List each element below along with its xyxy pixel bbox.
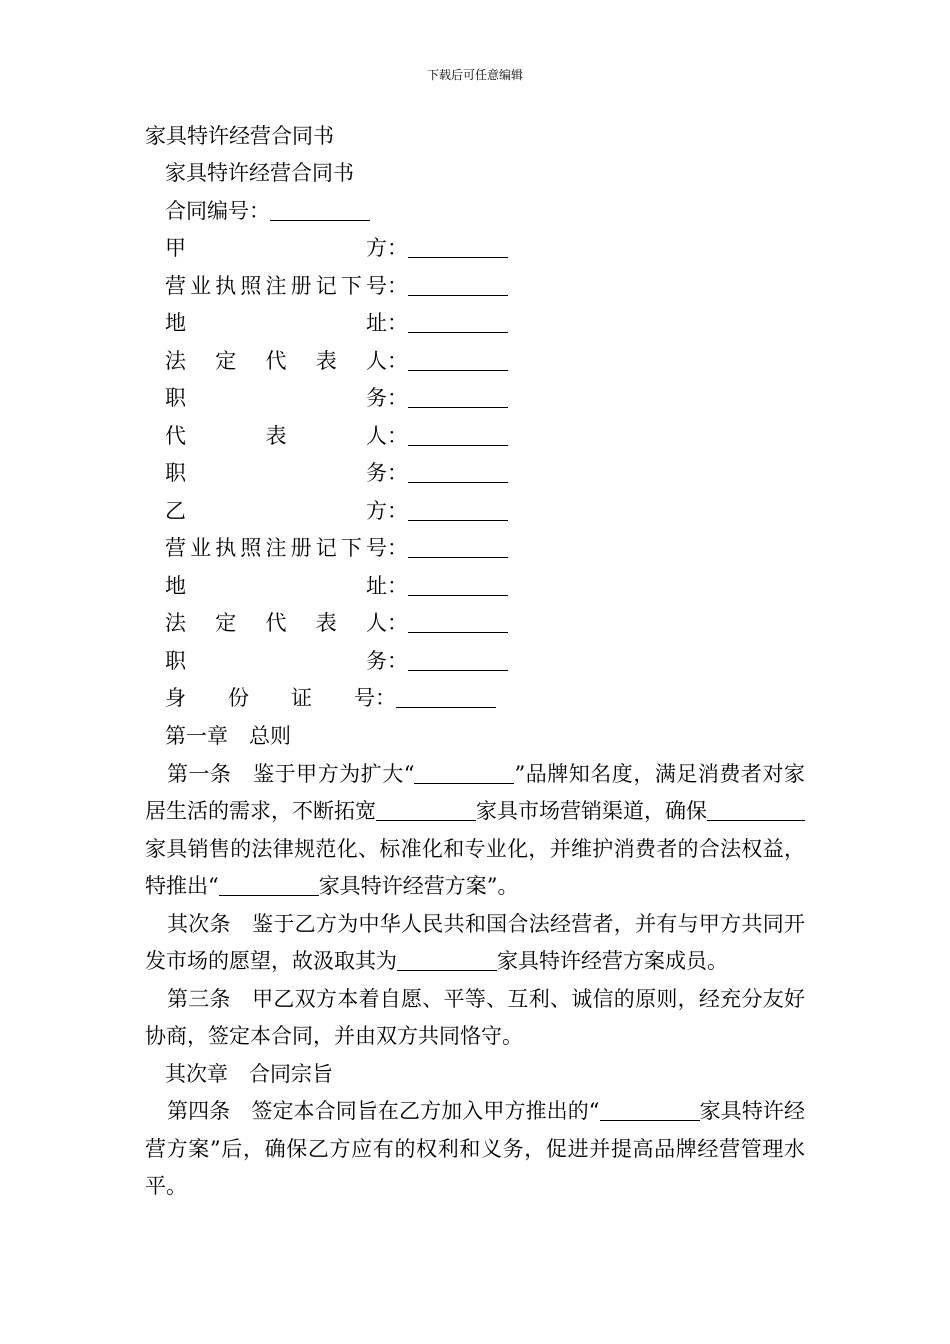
clause-text: 家具市场营销渠道，确保	[476, 799, 707, 823]
clause-text: 第四条 签定本合同旨在乙方加入甲方推出的“	[167, 1099, 600, 1123]
field-blank[interactable]	[408, 271, 508, 296]
blank[interactable]	[414, 759, 514, 784]
clause-text: ”品牌知名度，满足消费者对家居生活的需求，不断拓宽	[145, 761, 805, 823]
contract-number-label: 合同编号：	[165, 198, 270, 223]
field-row	[165, 455, 508, 493]
chapter-heading: 第一章 总则	[165, 724, 291, 748]
subtitle: 家具特许经营合同书	[165, 161, 354, 185]
blank[interactable]	[376, 796, 476, 821]
field-label: 地址	[165, 573, 387, 598]
field-colon: ：	[387, 348, 408, 373]
clause-text: 家具特许经营方案”。	[318, 874, 519, 898]
contract-body	[145, 718, 805, 1206]
field-colon: ：	[387, 498, 408, 523]
page-header: 下载后可任意编辑	[426, 68, 523, 82]
chapter-heading: 其次章 合同宗旨	[165, 1061, 333, 1086]
field-colon: ：	[387, 236, 408, 260]
field-colon: ：	[387, 648, 408, 673]
blank[interactable]	[600, 1096, 700, 1121]
field-row	[165, 418, 508, 456]
field-label: 法定代表人	[165, 348, 387, 373]
field-blank[interactable]	[408, 646, 508, 671]
field-blank[interactable]	[408, 233, 508, 258]
field-row	[165, 568, 508, 606]
clause-3: 第三条 甲乙双方本着自愿、平等、互利、诚信的原则，经充分友好协商，签定本合同，并由双方共同恪守。	[145, 986, 805, 1048]
field-label: 职务	[165, 648, 387, 673]
field-colon: ：	[387, 311, 408, 335]
field-label: 职务	[165, 386, 387, 410]
field-row	[165, 380, 508, 418]
field-row	[165, 493, 508, 531]
field-blank[interactable]	[396, 683, 496, 708]
field-label: 地址	[165, 311, 387, 335]
field-row	[165, 643, 508, 681]
blank[interactable]	[753, 796, 805, 821]
field-label: 营业执照注册记下号	[165, 536, 387, 560]
party-fields	[165, 155, 508, 718]
field-label: 营业执照注册记下号	[165, 273, 387, 298]
field-blank[interactable]	[408, 383, 508, 408]
field-label: 职务	[165, 461, 387, 485]
field-row	[165, 230, 508, 268]
field-row	[165, 343, 508, 381]
field-label: 法定代表人	[165, 611, 387, 635]
field-row	[165, 268, 508, 306]
clause-text: 其次条 鉴于乙方为中华人民共和国合法经营者，并有与甲方共同开发市场的愿望，故汲取其为	[145, 911, 805, 973]
field-blank[interactable]	[408, 571, 508, 596]
field-label: 甲方	[165, 236, 387, 260]
field-colon: ：	[387, 461, 408, 485]
field-row	[165, 530, 508, 568]
clause-2	[145, 906, 805, 981]
clause-text: 第一条 鉴于甲方为扩大“	[167, 761, 415, 786]
document-title: 家具特许经营合同书	[145, 124, 334, 148]
field-blank[interactable]	[408, 533, 508, 558]
field-row	[165, 680, 508, 718]
field-colon: ：	[387, 573, 408, 598]
clause-text: 家具特许经营方案”后，确保乙方应有的权利和义务，促进并提高品牌经营管理水平。	[145, 1099, 805, 1198]
field-colon: ：	[375, 686, 396, 710]
blank[interactable]	[707, 796, 753, 821]
field-colon: ：	[387, 386, 408, 410]
field-blank[interactable]	[408, 346, 508, 371]
field-colon: ：	[387, 273, 408, 298]
field-colon: ：	[387, 611, 408, 635]
clause-1	[145, 756, 805, 906]
field-label: 身份证号	[165, 686, 375, 710]
clause-text: 家具销售的法律规范化、标准化和专业化，并维护消费者的合法权益，特推出“	[145, 836, 805, 898]
field-blank[interactable]	[408, 421, 508, 446]
clause-4	[145, 1093, 805, 1206]
field-blank[interactable]	[408, 608, 508, 633]
field-label: 乙方	[165, 498, 387, 523]
contract-number-row	[165, 193, 508, 231]
field-row	[165, 305, 508, 343]
contract-number-blank[interactable]	[270, 196, 370, 221]
field-label: 代表人	[165, 423, 387, 448]
blank[interactable]	[397, 946, 497, 971]
field-blank[interactable]	[408, 308, 508, 333]
field-colon: ：	[387, 536, 408, 560]
blank[interactable]	[219, 871, 319, 896]
field-colon: ：	[387, 423, 408, 448]
field-blank[interactable]	[408, 496, 508, 521]
field-blank[interactable]	[408, 458, 508, 483]
field-row	[165, 605, 508, 643]
clause-text: 家具特许经营方案成员。	[497, 949, 728, 973]
